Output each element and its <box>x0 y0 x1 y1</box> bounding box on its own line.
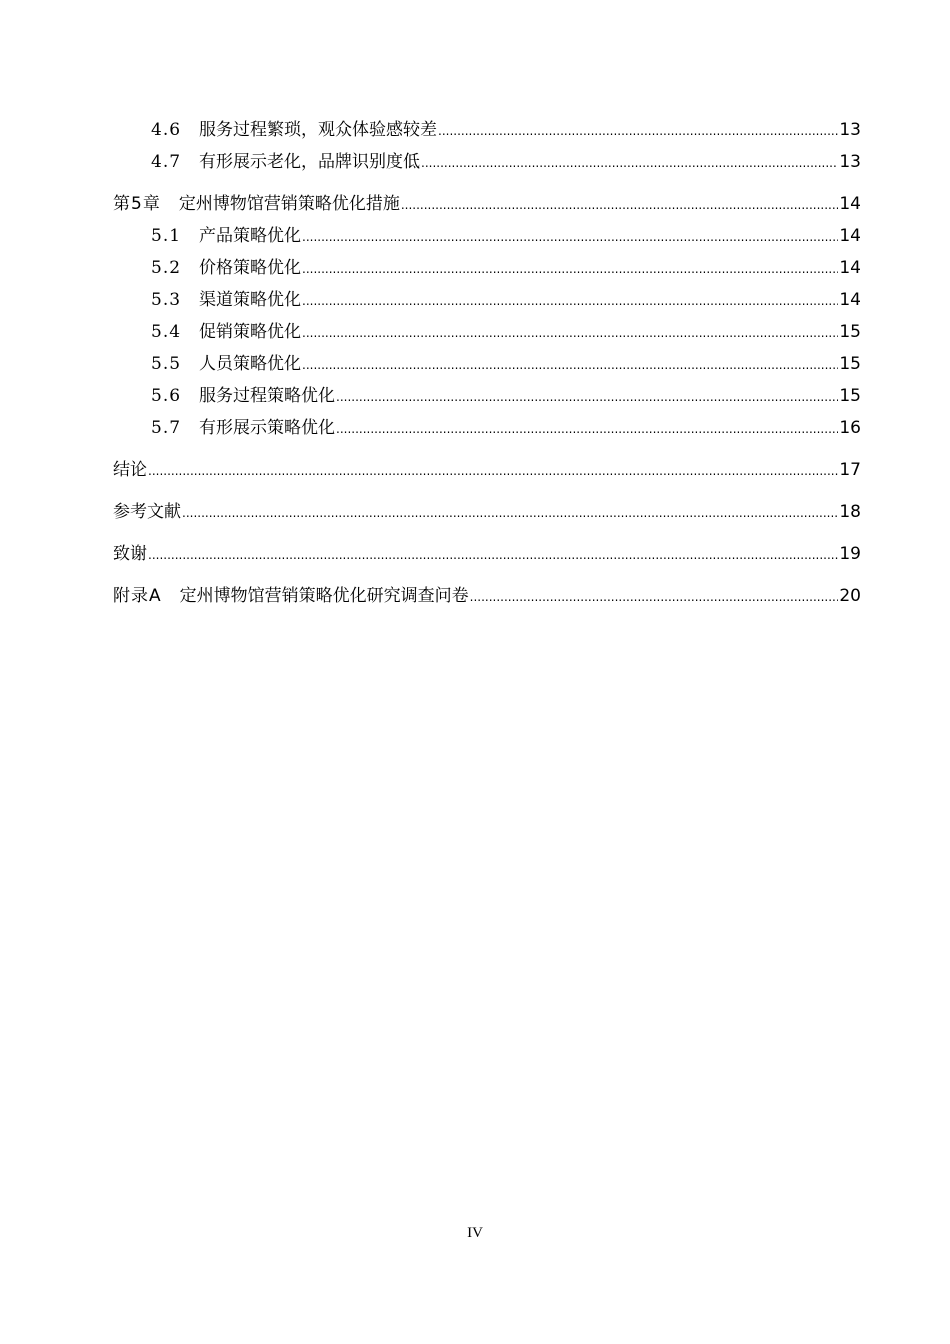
toc-entry-title: 定州博物馆营销策略优化研究调查问卷 <box>179 586 469 606</box>
toc-entry-5-3[interactable] <box>113 284 861 316</box>
toc-entry-page: 14 <box>839 226 861 246</box>
toc-entry-title: 服务过程策略优化 <box>199 386 335 406</box>
toc-entry-page: 14 <box>839 290 861 310</box>
toc-dot-leader <box>336 413 838 445</box>
toc-entry-title: 有形展示策略优化 <box>199 418 335 438</box>
toc-entry-title: 定州博物馆营销策略优化措施 <box>178 194 400 214</box>
toc-entry-5-1[interactable] <box>113 220 861 252</box>
toc-entry-title: 结论 <box>113 460 147 480</box>
toc-entry-page: 14 <box>839 194 861 214</box>
toc-entry-4-7[interactable] <box>113 146 861 178</box>
toc-dot-leader <box>302 285 838 317</box>
toc-entry-number: 5.4 <box>151 322 182 342</box>
toc-dot-leader <box>421 147 838 179</box>
toc-entry-appendix-a[interactable] <box>113 580 861 612</box>
toc-entry-page: 13 <box>839 152 861 172</box>
toc-entry-title: 价格策略优化 <box>199 258 301 278</box>
toc-entry-title: 有形展示老化，品牌识别度低 <box>199 152 420 172</box>
toc-entry-conclusion[interactable] <box>113 454 861 486</box>
toc-entry-number: 4.6 <box>151 120 182 140</box>
toc-entry-title: 渠道策略优化 <box>199 290 301 310</box>
toc-entry-title: 服务过程繁琐，观众体验感较差 <box>199 120 437 140</box>
toc-dot-leader <box>336 381 838 413</box>
page-number: IV <box>467 1225 483 1241</box>
toc-entry-number: 第5章 <box>113 194 161 214</box>
toc-entry-page: 15 <box>839 322 861 342</box>
toc-entry-number: 5.6 <box>151 386 182 406</box>
toc-dot-leader <box>438 115 838 147</box>
toc-entry-page: 19 <box>839 544 861 564</box>
toc-entry-acknowledgements[interactable] <box>113 538 861 570</box>
toc-entry-title: 促销策略优化 <box>199 322 301 342</box>
toc-dot-leader <box>470 581 839 613</box>
toc-entry-4-6[interactable] <box>113 114 861 146</box>
toc-entry-number: 4.7 <box>151 152 182 172</box>
toc-entry-title: 致谢 <box>113 544 147 564</box>
toc-entry-number: 5.7 <box>151 418 182 438</box>
toc-dot-leader <box>148 539 838 571</box>
toc-entry-title: 产品策略优化 <box>199 226 301 246</box>
toc-entry-5-4[interactable] <box>113 316 861 348</box>
toc-dot-leader <box>302 349 838 381</box>
toc-dot-leader <box>302 253 838 285</box>
toc-entry-page: 15 <box>839 354 861 374</box>
toc-entry-5-7[interactable] <box>113 412 861 444</box>
toc-entry-page: 18 <box>839 502 861 522</box>
toc-entry-title: 参考文献 <box>113 502 181 522</box>
toc-dot-leader <box>182 497 838 529</box>
toc-entry-references[interactable] <box>113 496 861 528</box>
toc-dot-leader <box>148 455 838 487</box>
toc-dot-leader <box>302 317 838 349</box>
toc-entry-chapter-5[interactable] <box>113 188 861 220</box>
toc-entry-page: 15 <box>839 386 861 406</box>
toc-dot-leader <box>302 221 838 253</box>
toc-entry-page: 20 <box>839 586 861 606</box>
toc-entry-page: 17 <box>839 460 861 480</box>
toc-entry-5-2[interactable] <box>113 252 861 284</box>
toc-entry-page: 14 <box>839 258 861 278</box>
toc-entry-page: 13 <box>839 120 861 140</box>
toc-entry-number: 5.5 <box>151 354 182 374</box>
toc-entry-number: 5.2 <box>151 258 182 278</box>
toc-entry-page: 16 <box>839 418 861 438</box>
toc-entry-number: 5.3 <box>151 290 182 310</box>
toc-entry-number: 5.1 <box>151 226 182 246</box>
toc-dot-leader <box>401 189 839 221</box>
toc-entry-5-6[interactable] <box>113 380 861 412</box>
toc-entry-5-5[interactable] <box>113 348 861 380</box>
toc-entry-number: 附录A <box>113 586 162 606</box>
toc-entry-title: 人员策略优化 <box>199 354 301 374</box>
table-of-contents <box>113 114 861 612</box>
